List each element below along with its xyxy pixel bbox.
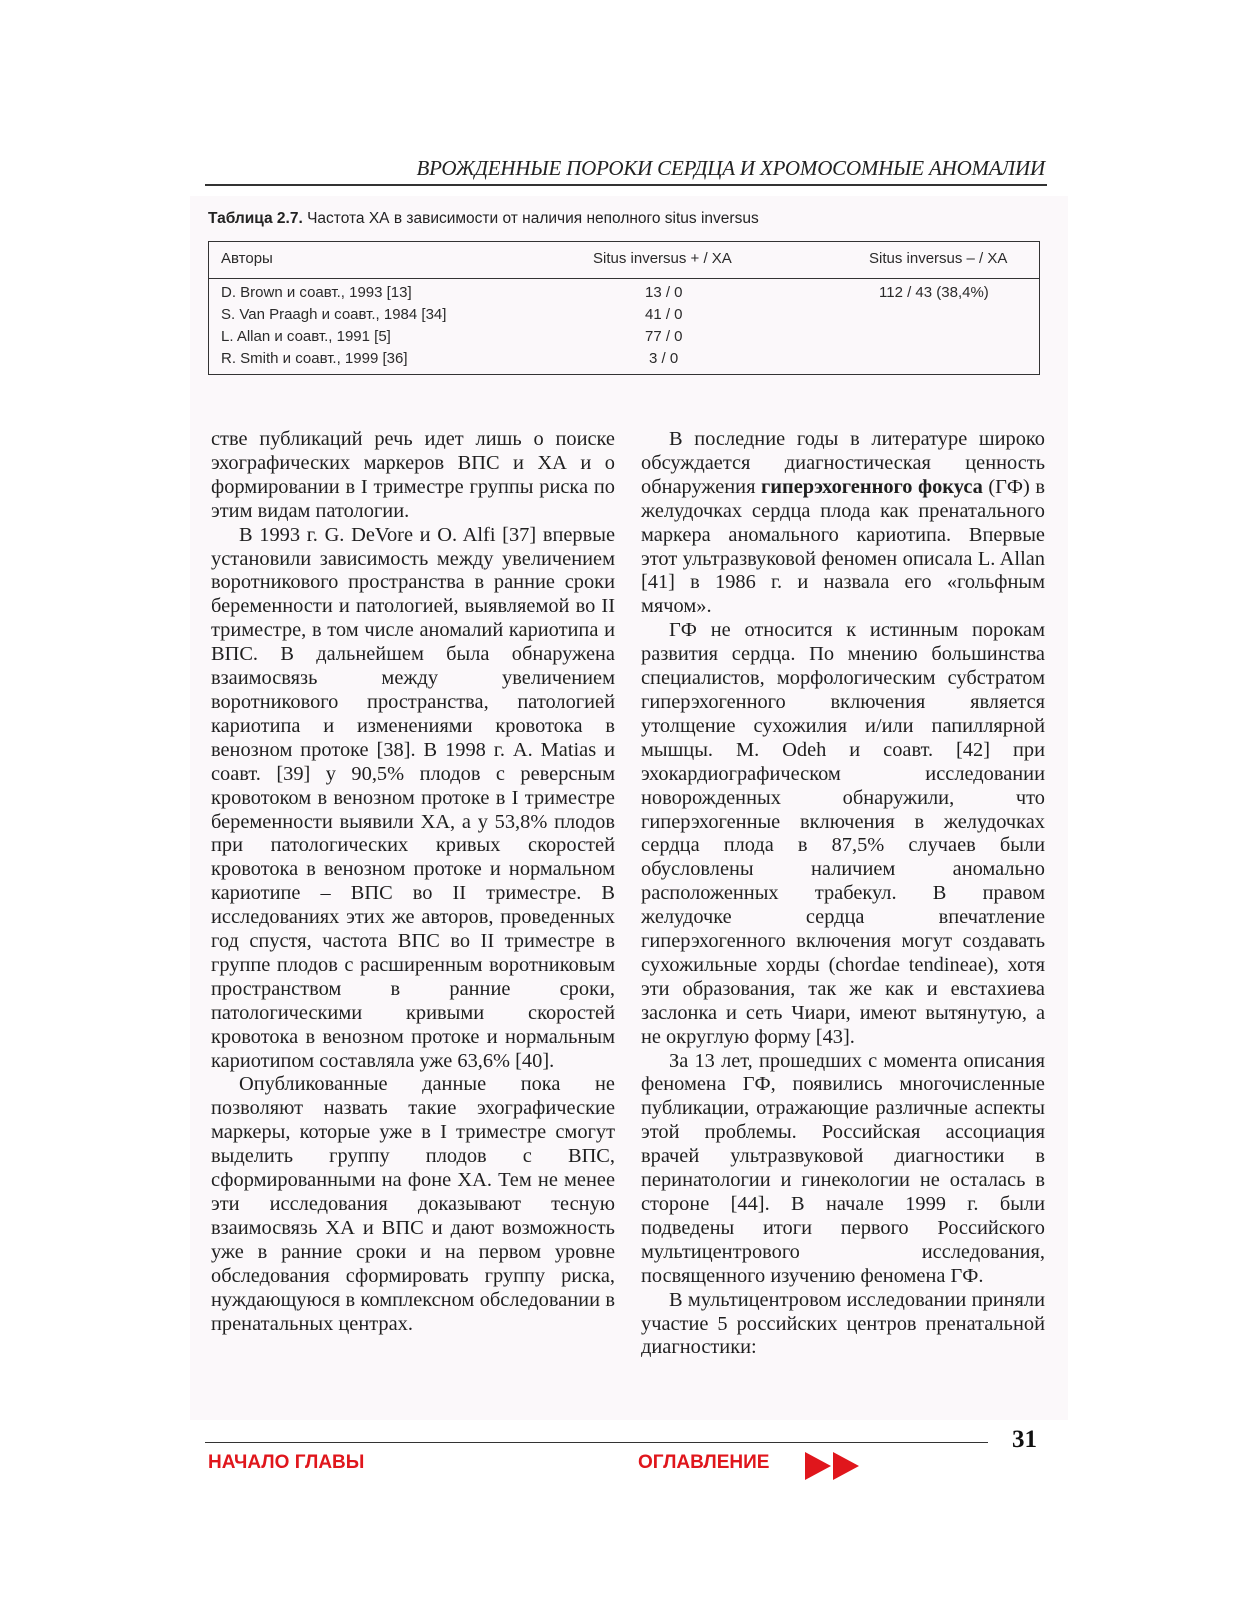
- table-row: [209, 328, 1039, 350]
- running-title: ВРОЖДЕННЫЕ ПОРОКИ СЕРДЦА И ХРОМОСОМНЫЕ АНОМАЛИИ: [416, 156, 1045, 180]
- table-of-contents-link[interactable]: ОГЛАВЛЕНИЕ: [638, 1452, 770, 1473]
- page-number: 31: [1012, 1426, 1037, 1453]
- paragraph: За 13 лет, прошедших с момента описания феномена ГФ, появились многочисленные публикации, отражающие различные аспекты этой проблемы. Российская ассоциация врачей ультразвуковой диагностики в перинатологии и гинекологии не осталась в стороне [44]. В начале 1999 г. были подведены итоги первого Российского мультицентрового исследования, посвященного изучению феномена ГФ.: [641, 1049, 1045, 1287]
- table-cell-author: S. Van Praagh и соавт., 1984 [34]: [221, 306, 447, 323]
- paragraph-text: (ГФ) в желудочках сердца плода как пренатального маркера аномального кариотипа. Впервые этот ультразвуковой феномен описала L. Allan [41] в 1986 г. и назвала его «гольфным мячом».: [641, 475, 1045, 618]
- table-row: [209, 284, 1039, 306]
- paragraph: В 1993 г. G. DeVore и O. Alfi [37] впервые установили зависимость между увеличением воротникового пространства в ранние сроки беременности и патологией, выявляемой во II триместре, в том числе аномалий кариотипа и ВПС. В дальнейшем была обнаружена взаимосвязь между увеличением воротникового пространства, патологией кариотипа и изменениями кровотока в венозном протоке [38]. В 1998 г. A. Matias и соавт. [39] у 90,5% плодов с реверсным кровотоком в венозном протоке в I триместре беременности выявили ХА, а у 53,8% плодов при патологических кривых скоростей кровотока в венозном протоке и нормальном кариотипе – ВПС во II триместре. В исследованиях этих же авторов, проведенных год спустя, частота ВПС во II триместре в группе плодов с расширенным воротниковым пространством в ранние сроки, патологическими кривыми скоростей кровотока в венозном протоке и нормальным кариотипом составляла уже 63,6% [40].: [211, 523, 615, 1072]
- table-header-authors: Авторы: [221, 250, 273, 267]
- table-cell-plus: 77 / 0: [645, 328, 683, 345]
- paragraph: ГФ не относится к истинным порокам развития сердца. По мнению большинства специалистов, морфологическим субстратом гиперэхогенного включения является утолщение сухожилия и/или папиллярной мышцы. M. Odeh и соавт. [42] при эхокардиографическом исследовании новорожденных обнаружили, что гиперэхогенные включения в желудочках сердца плода в 87,5% случаев были обусловлены наличием аномально расположенных трабекул. В правом желудочке сердца впечатление гиперэхогенного включения могут создавать сухожильные хорды (chordae tendineae), хотя эти образования, так же как и евстахиева заслонка и сеть Чиари, имеют вытянутую, а не округлую форму [43].: [641, 619, 1045, 1048]
- table-cell-author: D. Brown и соавт., 1993 [13]: [221, 284, 412, 301]
- paragraph: В мультицентровом исследовании приняли участие 5 российских центров пренатальной диагностики:: [641, 1288, 1045, 1359]
- table-cell-minus: 112 / 43 (38,4%): [879, 284, 989, 301]
- table-cell-plus: 13 / 0: [645, 284, 683, 301]
- left-text-column: [211, 428, 615, 1336]
- paragraph-text: В последние годы в литературе широко обсуждается диагностическая ценность обнаружения: [641, 428, 1045, 498]
- right-text-column: [641, 428, 1045, 1360]
- table-caption-text: Частота ХА в зависимости от наличия неполного situs inversus: [307, 210, 759, 227]
- double-arrow-right-icon[interactable]: [805, 1452, 861, 1480]
- table-cell-plus: 3 / 0: [649, 350, 679, 367]
- table-cell-author: R. Smith и соавт., 1999 [36]: [221, 350, 408, 367]
- data-table: [208, 241, 1040, 375]
- paragraph: [641, 428, 1045, 619]
- table-header-row: [209, 242, 1039, 279]
- paragraph: стве публикаций речь идет лишь о поиске эхографических маркеров ВПС и ХА и о формировании в I триместре группы риска по этим видам патологии.: [211, 428, 615, 522]
- table-caption-label: Таблица 2.7.: [208, 210, 303, 227]
- paragraph: Опубликованные данные пока не позволяют назвать такие эхографические маркеры, которые уже в I триместре смогут выделить группу плодов с ВПС, сформированными на фоне ХА. Тем не менее эти исследования доказывают тесную взаимосвязь ХА и ВПС и дают возможность уже в ранние сроки и на первом уровне обследования сформировать группу риска, нуждающуюся в комплексном обследовании в пренатальных центрах.: [211, 1073, 615, 1335]
- table-cell-author: L. Allan и соавт., 1991 [5]: [221, 328, 391, 345]
- table-row: [209, 306, 1039, 328]
- footer-rule: [205, 1442, 988, 1443]
- table-caption: [208, 210, 759, 228]
- chapter-start-link[interactable]: НАЧАЛО ГЛАВЫ: [208, 1452, 365, 1473]
- table-header-situs-plus: Situs inversus + / ХА: [593, 250, 732, 267]
- header-rule: [205, 184, 1047, 186]
- term-bold: гиперэхогенного фокуса: [761, 475, 983, 498]
- table-header-situs-minus: Situs inversus – / ХА: [869, 250, 1008, 267]
- table-cell-plus: 41 / 0: [645, 306, 683, 323]
- table-row: [209, 350, 1039, 372]
